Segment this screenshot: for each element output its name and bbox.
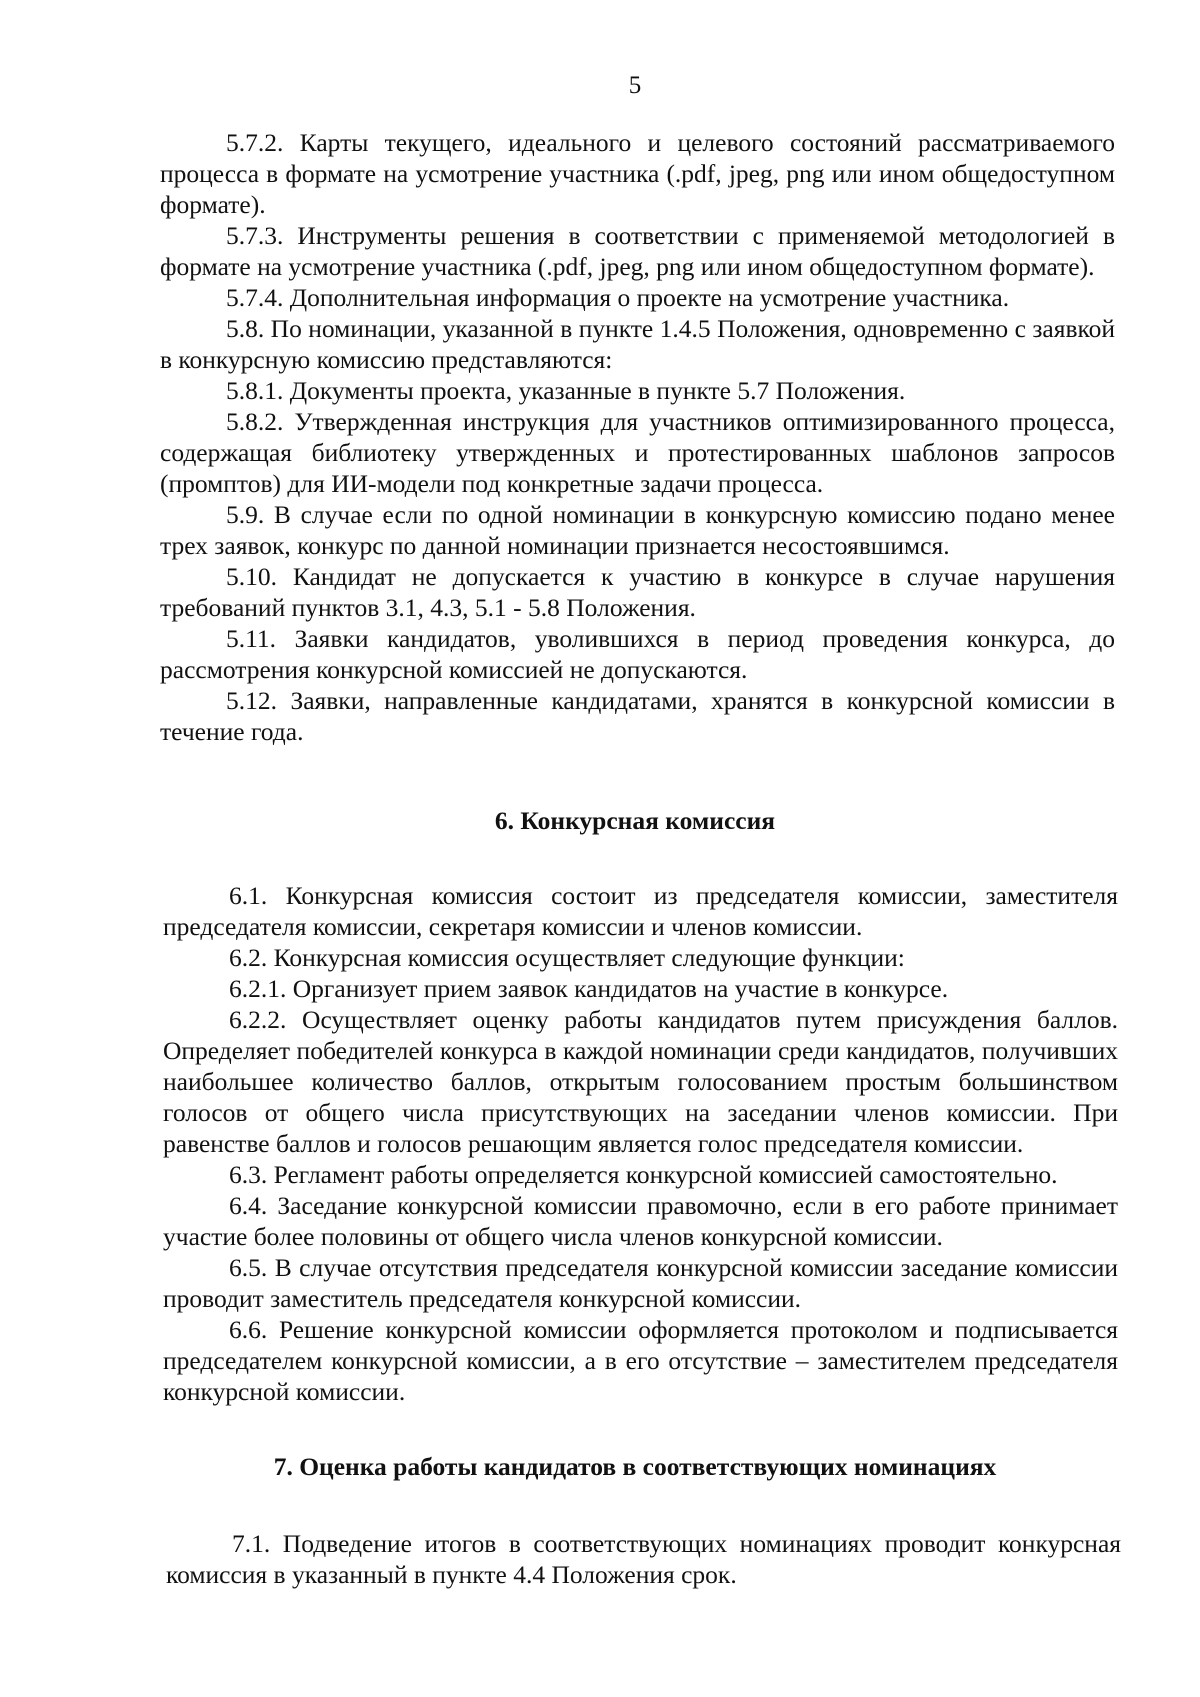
paragraph-5-8-1: 5.8.1. Документы проекта, указанные в пункте 5.7 Положения. [226,376,906,405]
paragraph-6-2-1: 6.2.1. Организует прием заявок кандидатов на участие в конкурсе. [229,974,949,1003]
section-6-heading: 6. Конкурсная комиссия [494,806,776,835]
section-7-heading: 7. Оценка работы кандидатов в соответствующих номинациях [273,1452,997,1481]
paragraph-7-1: 7.1. Подведение итогов в соответствующих номинациях проводит конкурсная комиссия в указанный в пункте 4.4 Положения срок. [166,1529,1121,1589]
paragraph-5-7-4: 5.7.4. Дополнительная информация о проекте на усмотрение участника. [226,283,1010,312]
paragraph-5-7-3: 5.7.3. Инструменты решения в соответствии с применяемой методологией в формате на усмотрение участника (.pdf, jpeg, png или ином общедоступном формате). [160,221,1115,281]
paragraph-5-10: 5.10. Кандидат не допускается к участию в конкурсе в случае нарушения требований пунктов 3.1, 4.3, 5.1 - 5.8 Положения. [160,562,1115,622]
section-7-text [166,1528,1121,1590]
section-6-text [163,880,1118,1407]
paragraph-6-2-2: 6.2.2. Осуществляет оценку работы кандидатов путем присуждения баллов. Определяет победителей конкурса в каждой номинации среди кандидатов, получивших наибольшее количество баллов, открытым голосованием простым большинством голосов от общего числа присутствующих на заседании членов комиссии. При равенстве баллов и голосов решающим является голос председателя комиссии. [163,1005,1118,1158]
paragraph-5-9: 5.9. В случае если по одной номинации в конкурсную комиссию подано менее трех заявок, конкурс по данной номинации признается несостоявшимся. [160,500,1115,560]
section-5-text [160,127,1115,747]
paragraph-6-6: 6.6. Решение конкурсной комиссии оформляется протоколом и подписывается председателем конкурсной комиссии, а в его отсутствие – заместителем председателя конкурсной комиссии. [163,1315,1118,1406]
page-number: 5 [628,72,642,99]
paragraph-6-4: 6.4. Заседание конкурсной комиссии правомочно, если в его работе принимает участие более половины от общего числа членов конкурсной комиссии. [163,1191,1118,1251]
paragraph-5-11: 5.11. Заявки кандидатов, уволившихся в период проведения конкурса, до рассмотрения конкурсной комиссией не допускаются. [160,624,1115,684]
paragraph-5-8-2: 5.8.2. Утвержденная инструкция для участников оптимизированного процесса, содержащая библиотеку утвержденных и протестированных шаблонов запросов (промптов) для ИИ-модели под конкретные задачи процесса. [160,407,1115,498]
paragraph-5-7-2: 5.7.2. Карты текущего, идеального и целевого состояний рассматриваемого процесса в формате на усмотрение участника (.pdf, jpeg, png или ином общедоступном формате). [160,128,1115,219]
paragraph-6-3: 6.3. Регламент работы определяется конкурсной комиссией самостоятельно. [229,1160,1058,1189]
paragraph-5-12: 5.12. Заявки, направленные кандидатами, хранятся в конкурсной комиссии в течение года. [160,686,1115,746]
paragraph-5-8: 5.8. По номинации, указанной в пункте 1.4.5 Положения, одновременно с заявкой в конкурсную комиссию представляются: [160,314,1115,374]
paragraph-6-2: 6.2. Конкурсная комиссия осуществляет следующие функции: [229,943,905,972]
paragraph-6-1: 6.1. Конкурсная комиссия состоит из председателя комиссии, заместителя председателя комиссии, секретаря комиссии и членов комиссии. [163,881,1118,941]
paragraph-6-5: 6.5. В случае отсутствия председателя конкурсной комиссии заседание комиссии проводит заместитель председателя конкурсной комиссии. [163,1253,1118,1313]
